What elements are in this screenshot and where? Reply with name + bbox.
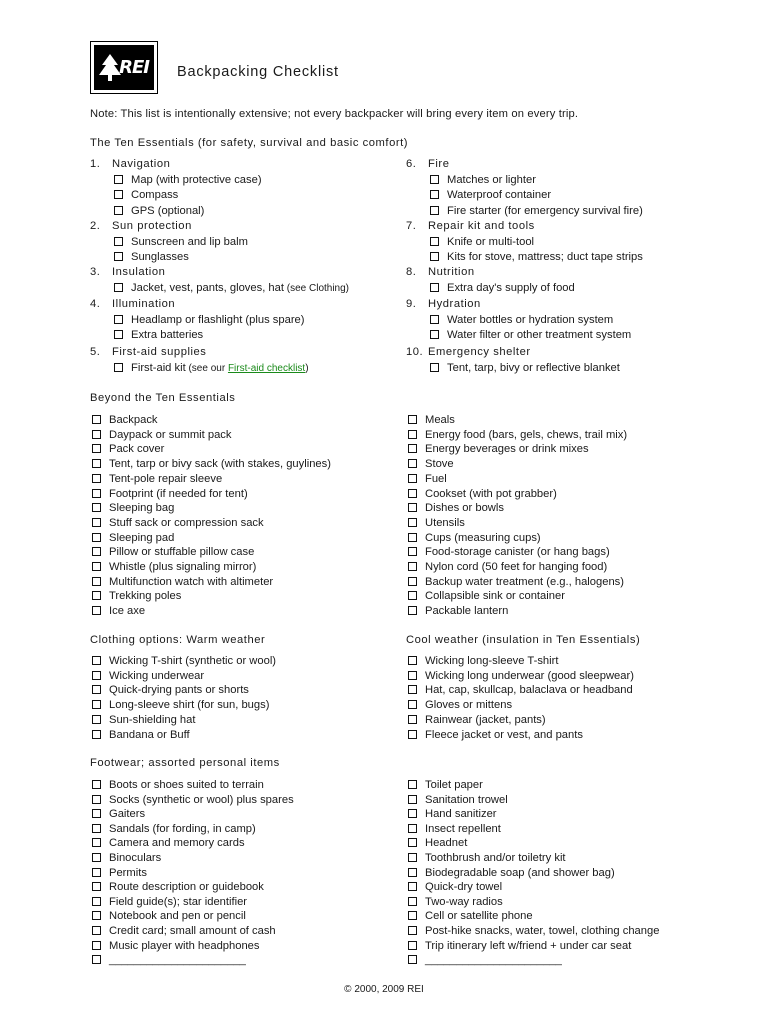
item-label: Pack cover [109, 443, 165, 456]
checklist-item [92, 910, 246, 922]
item-label: Sleeping pad [109, 531, 175, 544]
item-label: Gloves or mittens [425, 699, 513, 712]
checklist-item [408, 532, 541, 544]
checkbox[interactable] [430, 206, 439, 215]
checkbox[interactable] [408, 795, 417, 804]
checkbox[interactable] [408, 780, 417, 789]
checkbox[interactable] [92, 730, 101, 739]
checklist-item [408, 576, 624, 588]
checklist-item [430, 282, 575, 294]
checkbox[interactable] [92, 824, 101, 833]
checklist-item [92, 576, 273, 588]
item-label: Daypack or summit pack [109, 428, 232, 441]
item-label: Multifunction watch with altimeter [109, 575, 274, 588]
checklist-item [92, 561, 256, 573]
checkbox[interactable] [92, 853, 101, 862]
item-label: Tent, tarp or bivy sack (with stakes, guylines) [109, 458, 331, 471]
checklist-item [430, 174, 536, 186]
checkbox[interactable] [408, 459, 417, 468]
item-label: Fleece jacket or vest, and pants [425, 728, 583, 741]
checklist-item [92, 867, 147, 879]
checklist-item [92, 925, 276, 937]
checklist-item [408, 605, 508, 617]
item-note: (see our [185, 362, 228, 374]
category-title: Nutrition [428, 266, 475, 278]
checkbox[interactable] [430, 330, 439, 339]
checklist-item [408, 837, 467, 849]
checklist-item [92, 779, 264, 791]
checklist-item [92, 896, 247, 908]
item-label: Toilet paper [425, 779, 483, 791]
checkbox[interactable] [430, 190, 439, 199]
item-label: Trip itinerary left w/friend + under car seat [425, 939, 632, 952]
checkbox[interactable] [92, 780, 101, 789]
checkbox[interactable] [92, 533, 101, 542]
checkbox[interactable] [92, 547, 101, 556]
checkbox[interactable] [408, 809, 417, 818]
checkbox[interactable] [92, 955, 101, 964]
item-label: Compass [131, 189, 179, 202]
category-number: 5. [90, 346, 101, 358]
category-number: 1. [90, 158, 101, 170]
checklist-item [92, 940, 260, 952]
checklist-item [408, 852, 566, 864]
checklist-item [408, 561, 607, 573]
checklist-item [114, 236, 248, 248]
item-label: Bandana or Buff [109, 728, 190, 741]
checklist-item [114, 282, 349, 294]
item-label: Footprint (if needed for tent) [109, 487, 248, 500]
rei-logo [90, 41, 158, 94]
checklist-item [430, 189, 551, 201]
checklist-item [408, 429, 627, 441]
item-label: Waterproof container [447, 189, 552, 202]
category-title: Repair kit and tools [428, 220, 535, 232]
item-label: Trekking poles [109, 590, 182, 603]
item-label: Ice axe [109, 605, 146, 618]
checklist-item [408, 684, 633, 696]
checkbox[interactable] [92, 415, 101, 424]
item-label: Stuff sack or compression sack [109, 516, 264, 529]
checklist-item [408, 714, 546, 726]
checklist-item [408, 670, 634, 682]
checkbox[interactable] [92, 809, 101, 818]
item-label: Knife or multi-tool [447, 235, 535, 248]
checklist-item [92, 729, 190, 741]
checkbox[interactable] [408, 824, 417, 833]
checkbox[interactable] [92, 503, 101, 512]
item-label: Backup water treatment (e.g., halogens) [425, 575, 624, 588]
item-label: Long-sleeve shirt (for sun, bugs) [109, 699, 270, 712]
checklist-item [92, 473, 222, 485]
item-label: Fire starter (for emergency survival fire) [447, 205, 643, 218]
checkbox[interactable] [408, 715, 417, 724]
item-label: Sunglasses [131, 251, 189, 264]
checkbox[interactable] [92, 911, 101, 920]
checkbox[interactable] [114, 315, 123, 324]
item-label: Route description or guidebook [109, 881, 264, 894]
category-title: Illumination [112, 298, 176, 310]
item-label: Tent, tarp, bivy or reflective blanket [447, 361, 620, 374]
checklist-item [92, 443, 164, 455]
checkbox[interactable] [408, 838, 417, 847]
essential-category [90, 298, 175, 310]
item-label: Sleeping bag [109, 502, 175, 515]
page-title: Backpacking Checklist [177, 64, 339, 80]
beyond-heading: Beyond the Ten Essentials [90, 392, 236, 404]
checkbox[interactable] [92, 941, 101, 950]
item-label: Water bottles or hydration system [447, 313, 614, 326]
clothing-cool-heading: Cool weather (insulation in Ten Essentials) [406, 634, 641, 646]
item-label: Binoculars [109, 852, 162, 864]
checkbox[interactable] [114, 206, 123, 215]
checkbox[interactable] [92, 926, 101, 935]
checklist-item [408, 794, 508, 806]
item-label: Cell or satellite phone [425, 910, 533, 923]
category-number: 4. [90, 298, 101, 310]
checklist-item [408, 414, 455, 426]
checkbox[interactable] [408, 868, 417, 877]
item-label: Fuel [425, 472, 447, 485]
checkbox[interactable] [408, 671, 417, 680]
category-number: 8. [406, 266, 417, 278]
copyright-footer: © 2000, 2009 REI [344, 984, 424, 995]
item-label: Boots or shoes suited to terrain [109, 779, 264, 791]
category-title: Fire [428, 158, 450, 170]
essential-category [406, 266, 475, 278]
category-number: 10. [406, 346, 424, 358]
item-label: Music player with headphones [109, 939, 260, 952]
checkbox[interactable] [408, 430, 417, 439]
checklist-item [92, 532, 174, 544]
item-label: Pillow or stuffable pillow case [109, 546, 255, 559]
checkbox[interactable] [408, 518, 417, 527]
checkbox[interactable] [92, 685, 101, 694]
essential-category [406, 220, 535, 232]
item-label: Sun-shielding hat [109, 713, 196, 726]
category-title: Insulation [112, 266, 166, 278]
item-label: Rainwear (jacket, pants) [425, 713, 546, 726]
checklist-item [114, 329, 203, 341]
item-label: Nylon cord (50 feet for hanging food) [425, 561, 608, 573]
item-label: Permits [109, 866, 147, 879]
checkbox[interactable] [408, 562, 417, 571]
checkbox[interactable] [408, 503, 417, 512]
checkbox[interactable] [92, 795, 101, 804]
checklist-item [92, 546, 254, 558]
checklist-item [408, 910, 533, 922]
checklist-item [408, 699, 512, 711]
item-label: Biodegradable soap (and shower bag) [425, 866, 615, 879]
checkbox[interactable] [92, 489, 101, 498]
checkbox[interactable] [92, 518, 101, 527]
category-number: 2. [90, 220, 101, 232]
item-label: First-aid kit [131, 361, 186, 374]
checklist-item [408, 473, 447, 485]
checklist-item [408, 779, 483, 791]
item-label: Matches or lighter [447, 173, 536, 186]
item-label: Hand sanitizer [425, 808, 497, 821]
checkbox[interactable] [92, 897, 101, 906]
category-number: 9. [406, 298, 417, 310]
checklist-item [408, 881, 502, 893]
checkbox[interactable] [408, 577, 417, 586]
item-label: Wicking long-sleeve T-shirt [425, 655, 559, 667]
checklist-item [92, 670, 204, 682]
checkbox[interactable] [92, 591, 101, 600]
checklist-item [114, 314, 305, 326]
checklist-item [408, 546, 610, 558]
item-label: Dishes or bowls [425, 502, 504, 515]
item-label: Water filter or other treatment system [447, 329, 632, 342]
checkbox[interactable] [408, 606, 417, 615]
first-aid-checklist-link[interactable]: First-aid checklist [227, 362, 306, 374]
essential-category [406, 346, 531, 358]
item-label: Headnet [425, 837, 468, 850]
item-label: GPS (optional) [131, 205, 205, 218]
checklist-item [408, 655, 558, 667]
checkbox[interactable] [430, 252, 439, 261]
checklist-item [92, 837, 245, 849]
checkbox[interactable] [408, 955, 417, 964]
item-label: Notebook and pen or pencil [109, 910, 246, 923]
logo-mark [94, 45, 154, 90]
ten-essentials-heading: The Ten Essentials (for safety, survival and basic comfort) [90, 137, 409, 149]
item-label: Quick-dry towel [425, 881, 503, 894]
essential-category [90, 346, 206, 358]
checklist-item [92, 605, 145, 617]
checkbox[interactable] [92, 562, 101, 571]
checkbox[interactable] [408, 897, 417, 906]
checkbox[interactable] [92, 715, 101, 724]
checklist-item [92, 488, 248, 500]
checklist-item [430, 251, 643, 263]
item-label: Camera and memory cards [109, 837, 245, 850]
item-label: Extra day's supply of food [447, 281, 575, 294]
checkbox[interactable] [114, 190, 123, 199]
checklist-item [430, 236, 534, 248]
clothing-warm-heading: Clothing options: Warm weather [90, 634, 266, 646]
item-label: Post-hike snacks, water, towel, clothing change [425, 925, 660, 937]
checkbox[interactable] [430, 175, 439, 184]
item-label: Tent-pole repair sleeve [109, 472, 223, 485]
checkbox[interactable] [92, 459, 101, 468]
checklist-item [92, 590, 181, 602]
category-title: Hydration [428, 298, 481, 310]
item-label: Packable lantern [425, 605, 509, 618]
essential-category [406, 298, 481, 310]
checkbox[interactable] [408, 474, 417, 483]
item-label: Jacket, vest, pants, gloves, hat [131, 281, 284, 294]
checkbox[interactable] [92, 656, 101, 665]
checkbox[interactable] [408, 591, 417, 600]
item-label: Wicking T-shirt (synthetic or wool) [109, 655, 277, 667]
checklist-item [408, 488, 557, 500]
item-label: Field guide(s); star identifier [109, 895, 248, 908]
checkbox[interactable] [408, 685, 417, 694]
checklist-item [408, 940, 631, 952]
checkbox[interactable] [114, 330, 123, 339]
item-label: Food-storage canister (or hang bags) [425, 546, 610, 559]
item-label: Sanitation trowel [425, 793, 508, 806]
item-label: Toothbrush and/or toiletry kit [425, 852, 566, 864]
checkbox[interactable] [92, 577, 101, 586]
checklist-item [92, 414, 158, 426]
checklist-item [92, 502, 174, 514]
essential-category [90, 266, 165, 278]
checklist-item [114, 189, 178, 201]
checklist-item [408, 823, 501, 835]
item-note: (see Clothing) [283, 282, 350, 294]
essential-category [406, 158, 449, 170]
checkbox[interactable] [92, 606, 101, 615]
checkbox[interactable] [408, 882, 417, 891]
checklist-item [408, 443, 589, 455]
item-label: Stove [425, 458, 454, 471]
checkbox[interactable] [430, 237, 439, 246]
checkbox[interactable] [92, 882, 101, 891]
checklist-item [92, 458, 331, 470]
checkbox[interactable] [408, 415, 417, 424]
category-title: Emergency shelter [428, 346, 531, 358]
item-label: Cookset (with pot grabber) [425, 487, 557, 500]
checklist-item [408, 808, 497, 820]
checkbox[interactable] [408, 853, 417, 862]
item-label: Wicking underwear [109, 669, 205, 682]
item-label: Sandals (for fording, in camp) [109, 822, 256, 835]
checklist-item [92, 517, 264, 529]
footwear-heading: Footwear; assorted personal items [90, 757, 280, 769]
checklist-item [408, 867, 615, 879]
checkbox[interactable] [114, 252, 123, 261]
checklist-item [114, 205, 204, 217]
checklist-item [92, 881, 264, 893]
checkbox[interactable] [408, 700, 417, 709]
checkbox[interactable] [92, 671, 101, 680]
checkbox[interactable] [92, 444, 101, 453]
item-label: Meals [425, 414, 455, 426]
category-number: 7. [406, 220, 417, 232]
item-label: Utensils [425, 516, 465, 529]
checklist-item [430, 329, 631, 341]
checklist-item [114, 174, 262, 186]
checklist-item [430, 205, 643, 217]
checklist-item [92, 808, 145, 820]
checklist-item [408, 517, 465, 529]
essential-category [90, 220, 192, 232]
checkbox[interactable] [408, 911, 417, 920]
checkbox[interactable] [114, 363, 123, 372]
checkbox[interactable] [92, 868, 101, 877]
item-label: Insect repellent [425, 822, 501, 835]
checkbox[interactable] [92, 474, 101, 483]
checkbox[interactable] [408, 926, 417, 935]
checkbox[interactable] [408, 941, 417, 950]
checklist-item [92, 794, 294, 806]
item-label: ______________________ [109, 954, 246, 967]
checklist-item [114, 362, 309, 374]
checklist-item [430, 362, 620, 374]
checkbox[interactable] [92, 430, 101, 439]
item-label: Headlamp or flashlight (plus spare) [131, 313, 305, 326]
checkbox[interactable] [430, 363, 439, 372]
item-label: Collapsible sink or container [425, 590, 565, 603]
item-label: Cups (measuring cups) [425, 531, 541, 544]
checkbox[interactable] [408, 444, 417, 453]
checkbox[interactable] [430, 283, 439, 292]
checklist-item [114, 251, 189, 263]
item-label: Credit card; small amount of cash [109, 925, 276, 937]
item-label: Map (with protective case) [131, 173, 262, 186]
item-label: ______________________ [425, 954, 562, 967]
item-label: Sunscreen and lip balm [131, 235, 248, 248]
checkbox[interactable] [114, 237, 123, 246]
category-title: Navigation [112, 158, 171, 170]
checklist-item [430, 314, 613, 326]
item-label: Wicking long underwear (good sleepwear) [425, 669, 634, 682]
checklist-item [92, 699, 269, 711]
item-label: Quick-drying pants or shorts [109, 684, 249, 697]
checkbox[interactable] [92, 838, 101, 847]
intro-note: Note: This list is intentionally extensive; not every backpacker will bring every item on every trip. [90, 108, 579, 120]
checklist-item [408, 896, 503, 908]
checklist-item [408, 954, 562, 966]
checkbox[interactable] [408, 547, 417, 556]
category-number: 3. [90, 266, 101, 278]
checklist-item [408, 729, 583, 741]
category-number: 6. [406, 158, 417, 170]
checklist-item [408, 590, 565, 602]
item-label: Backpack [109, 414, 158, 426]
checkbox[interactable] [408, 730, 417, 739]
checkbox[interactable] [408, 489, 417, 498]
checkbox[interactable] [114, 175, 123, 184]
checklist-item [92, 823, 256, 835]
essential-category [90, 158, 170, 170]
checkbox[interactable] [114, 283, 123, 292]
item-label: Two-way radios [425, 895, 503, 908]
item-label: Whistle (plus signaling mirror) [109, 561, 257, 573]
item-label: Energy beverages or drink mixes [425, 443, 589, 456]
item-label: Hat, cap, skullcap, balaclava or headband [425, 684, 633, 697]
checklist-item [92, 954, 246, 966]
checklist-item [92, 684, 249, 696]
logo-text: REI [119, 57, 149, 78]
checkbox[interactable] [408, 656, 417, 665]
category-title: Sun protection [112, 220, 192, 232]
checkbox[interactable] [430, 315, 439, 324]
checklist-item [408, 925, 659, 937]
item-label: Extra batteries [131, 329, 204, 342]
checklist-item [92, 429, 231, 441]
item-label: Gaiters [109, 808, 146, 821]
checklist-item [92, 714, 195, 726]
checklist-item [92, 655, 276, 667]
item-label: Socks (synthetic or wool) plus spares [109, 793, 294, 806]
category-title: First-aid supplies [112, 346, 207, 358]
item-label: Energy food (bars, gels, chews, trail mix) [425, 428, 628, 441]
checkbox[interactable] [408, 533, 417, 542]
checklist-item [408, 458, 454, 470]
checklist-item [92, 852, 161, 864]
item-note-end: ) [305, 362, 309, 374]
item-label: Kits for stove, mattress; duct tape strips [447, 251, 643, 264]
checkbox[interactable] [92, 700, 101, 709]
checklist-item [408, 502, 504, 514]
